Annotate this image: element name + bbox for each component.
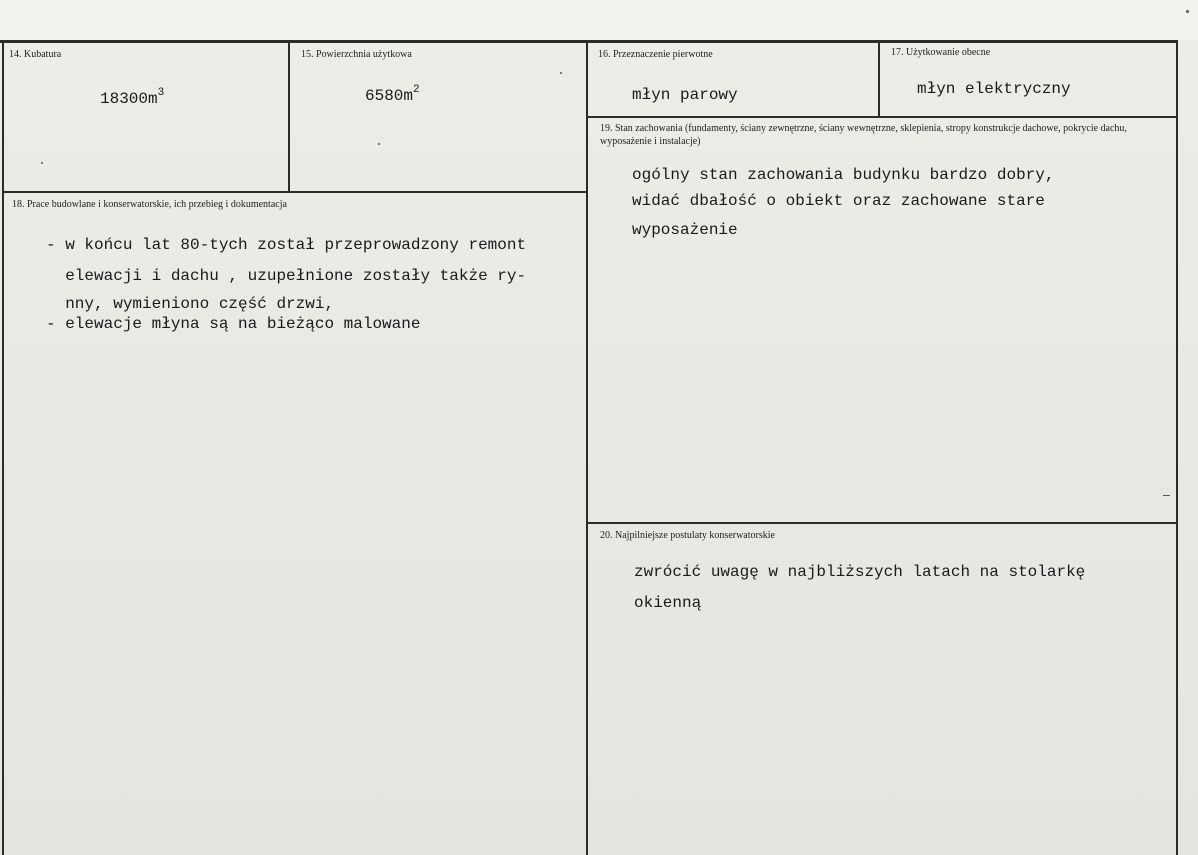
scan-speck [1186, 10, 1189, 13]
divider-14-15 [288, 42, 290, 192]
prace-line: nny, wymieniono część drzwi, [46, 295, 335, 313]
prace-line: - w końcu lat 80-tych został przeprowadzony remont [46, 236, 527, 254]
stan-line: ogólny stan zachowania budynku bardzo dobry, [632, 166, 1055, 184]
uzytkowanie-label: 17. Użytkowanie obecne [891, 47, 991, 58]
hline-left-18 [2, 191, 588, 193]
top-border [0, 40, 1178, 43]
stan-line: widać dbałość o obiekt oraz zachowane stare [632, 192, 1045, 210]
prace-label: 18. Prace budowlane i konserwatorskie, ich przebieg i dokumentacja [12, 199, 287, 210]
stan-line: wyposażenie [632, 221, 738, 239]
scan-speck [41, 162, 43, 164]
stan-label: 19. Stan zachowania (fundamenty, ściany zewnętrzne, ściany wewnętrzne, sklepienia, stropy konstrukcje dachowe, pokrycie dachu, wyposażenie i instalacje) [600, 123, 1127, 147]
right-border [1176, 40, 1178, 855]
powierzchnia-label: 15. Powierzchnia użytkowa [301, 49, 412, 60]
hline-right-20 [586, 522, 1178, 524]
divider-16-17 [878, 42, 880, 117]
scan-speck [560, 72, 562, 74]
kubatura-value: $18300m^3$ [100, 86, 165, 108]
postulaty-line: zwrócić uwagę w najbliższych latach na stolarkę [634, 563, 1086, 581]
kubatura-label: 14. Kubatura [9, 49, 62, 60]
postulaty-line: okienną [634, 594, 702, 612]
scan-margin [0, 0, 1198, 40]
scan-speck [378, 143, 380, 145]
uzytkowanie-value: młyn elektryczny [917, 80, 1071, 98]
scan-speck [1163, 495, 1170, 496]
przeznaczenie-label: 16. Przeznaczenie pierwotne [598, 49, 713, 60]
powierzchnia-value: $6580m^2$ [365, 83, 420, 105]
hline-right-19 [586, 116, 1178, 118]
prace-line: elewacji i dachu , uzupełnione zostały także ry- [46, 267, 527, 285]
przeznaczenie-value: młyn parowy [632, 86, 738, 104]
prace-line: - elewacje młyna są na bieżąco malowane [46, 315, 421, 333]
divider-main [586, 42, 588, 855]
left-border [2, 40, 4, 855]
postulaty-label: 20. Najpilniejsze postulaty konserwatorskie [600, 530, 775, 541]
